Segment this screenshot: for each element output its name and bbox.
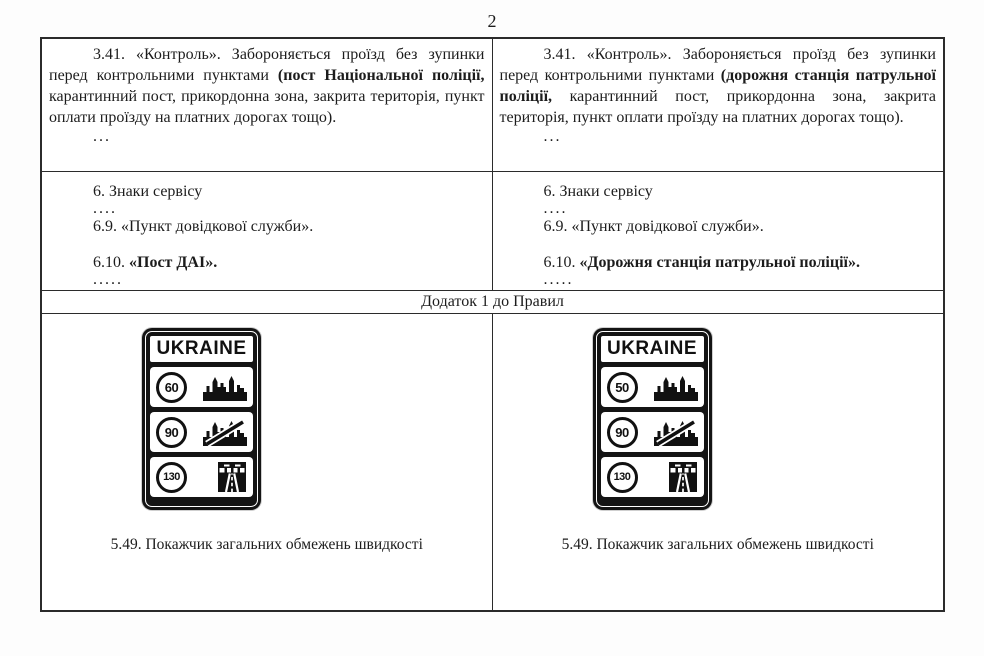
speed-badge: 50: [607, 372, 638, 403]
sign-caption-old: 5.49. Покажчик загальних обмежень швидкості: [110, 536, 423, 553]
sign-row-motorway: [150, 457, 253, 497]
city-crossed-icon: [203, 418, 247, 446]
speed-badge: 90: [156, 417, 187, 448]
cell-sign-old: [42, 314, 493, 610]
annex-title: Додаток 1 до Правил: [421, 293, 564, 310]
sign-row-city: [601, 367, 704, 407]
sign-row-city: [150, 367, 253, 407]
item-610-new: [544, 252, 937, 273]
city-icon: [654, 373, 698, 401]
text-341-new-bold: (дорожня станція патрульної поліції,: [499, 67, 937, 105]
speed-limit-sign-old: [142, 328, 261, 510]
text-341-new-pre: 3.41. «Контроль». Забороняється проїзд без зупинки перед контрольними пунктами: [499, 46, 936, 84]
item-610-old-number: 6.10.: [93, 254, 129, 271]
row-sign-figures: [42, 314, 943, 610]
text-341-old-post: карантинний пост, прикордонна зона, закрита територія, пункт оплати проїзду на платних дорогах тощо).: [49, 88, 485, 126]
cell-sign-new: [493, 314, 944, 610]
paragraph-341-old: [49, 44, 485, 128]
item-610-new-number: 6.10.: [543, 254, 580, 271]
speed-badge: 90: [607, 417, 638, 448]
sign-caption-new: 5.49. Покажчик загальних обмежень швидкості: [561, 536, 874, 553]
motorway-icon: [668, 462, 698, 492]
item-610-old-title: «Пост ДАІ».: [129, 254, 218, 271]
service-dots2-new: .....: [543, 271, 574, 288]
speed-badge: 60: [156, 372, 187, 403]
cell-service-new: [493, 172, 944, 290]
speed-badge: 130: [156, 462, 187, 493]
item-69-old: 6.9. «Пункт довідкової служби».: [93, 218, 314, 235]
sign-plate: [596, 331, 709, 507]
city-crossed-icon: [654, 418, 698, 446]
ellipsis-341-new: ...: [543, 128, 562, 145]
speed-badge: 130: [607, 462, 638, 493]
cell-service-old: [42, 172, 493, 290]
row-service-signs: [42, 172, 943, 291]
text-341-old-bold: (пост Національної поліції,: [277, 67, 485, 84]
item-69-new: 6.9. «Пункт довідкової служби».: [543, 218, 764, 235]
sign-row-motorway: [601, 457, 704, 497]
service-header-old: 6. Знаки сервісу: [93, 183, 203, 200]
sign-country-label: UKRAINE: [150, 336, 253, 362]
comparison-table: [40, 37, 945, 612]
service-dots1-new: ....: [543, 200, 568, 217]
service-dots2-old: .....: [93, 271, 123, 288]
ellipsis-341-old: ...: [93, 128, 111, 145]
service-header-new: 6. Знаки сервісу: [543, 183, 653, 200]
sign-country-label: UKRAINE: [601, 336, 704, 362]
text-341-old-pre: 3.41. «Контроль». Забороняється проїзд без зупинки перед контрольними пунктами: [49, 46, 485, 84]
item-610-new-title: «Дорожня станція патрульної поліції».: [579, 254, 860, 271]
item-610-old: [93, 252, 485, 273]
row-clause-341: [42, 39, 943, 172]
row-annex: [42, 291, 943, 314]
cell-341-new: [493, 39, 944, 171]
motorway-icon: [217, 462, 247, 492]
speed-limit-sign-new: [593, 328, 712, 510]
sign-row-outside-city: [150, 412, 253, 452]
sign-plate: [145, 331, 258, 507]
paragraph-341-new: [500, 44, 937, 128]
cell-341-old: [42, 39, 493, 171]
sign-row-outside-city: [601, 412, 704, 452]
page-number: 2: [487, 11, 497, 31]
text-341-new-post: карантинний пост, прикордонна зона, закрита територія, пункт оплати проїзду на платних дорогах тощо).: [499, 88, 936, 126]
city-icon: [203, 373, 247, 401]
service-dots1-old: ....: [93, 200, 117, 217]
